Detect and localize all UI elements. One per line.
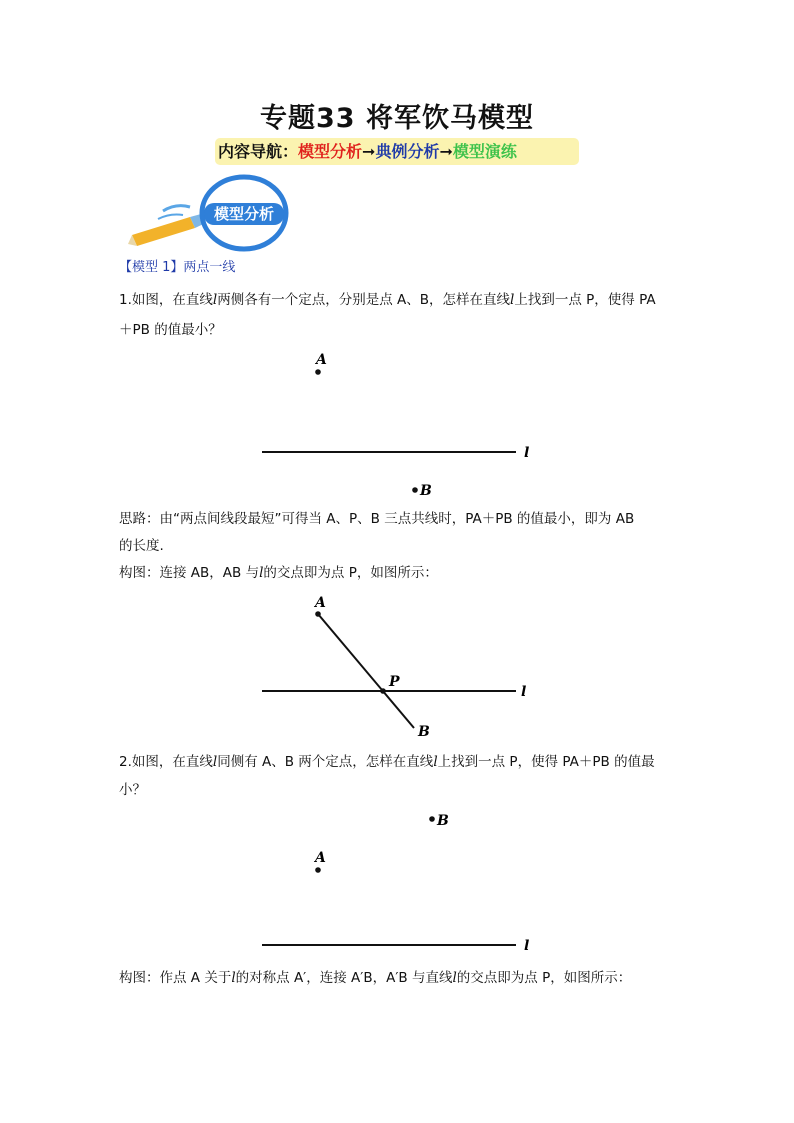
q2-var-l: l (212, 754, 218, 770)
construct-var-l: l (259, 565, 264, 581)
question2-line2: 小？ (119, 782, 146, 798)
figure-3 (0, 805, 794, 955)
construct2-text-b: 的对称点 A′，连接 A′B，A′B 与直线 (235, 970, 453, 986)
point-A (315, 369, 321, 375)
label-A: A (316, 352, 327, 368)
figure-1 (0, 340, 794, 505)
segment-AB (318, 614, 414, 728)
q1-text-b: 两侧各有一个定点，分别是点 A、B，怎样在直线 (217, 292, 511, 308)
idea-line1: 思路：由“两点间线段最短”可得当 A、P、B 三点共线时，PA＋PB 的值最小，即为 AB (119, 511, 635, 527)
content-navigation (215, 138, 579, 165)
nav-prefix: 内容导航： (218, 142, 299, 161)
nav-item-model-analysis[interactable]: 模型分析 (298, 142, 363, 161)
model-analysis-logo (128, 173, 293, 253)
question1-line2: ＋PB 的值最小？ (119, 322, 222, 338)
point-B (412, 487, 418, 493)
q2-text-b: 同侧有 A、B 两个定点，怎样在直线 (217, 754, 434, 770)
label-A: A (315, 850, 326, 866)
construct2-var-l: l (452, 970, 457, 986)
construct-text-b: 的交点即为点 P，如图所示： (263, 565, 438, 581)
label-l: l (524, 445, 530, 461)
construct2-text-a: 构图：作点 A 关于 (119, 970, 232, 986)
label-l: l (521, 684, 527, 700)
q2-text-c: 上找到一点 P，使得 PA＋PB 的值最 (437, 754, 655, 770)
q1-text-a: 1.如图，在直线 (119, 292, 213, 308)
figure-2 (0, 590, 794, 745)
q1-var-l: l (510, 292, 515, 308)
q1-var-l: l (212, 292, 218, 308)
label-B: B (420, 483, 432, 499)
q2-text-a: 2.如图，在直线 (119, 754, 213, 770)
q1-text-c: 上找到一点 P，使得 PA (514, 292, 656, 308)
construct2-text (119, 963, 631, 993)
label-A: A (315, 595, 326, 611)
label-l: l (524, 938, 530, 954)
q2-var-l: l (433, 754, 438, 770)
question2-line1 (119, 747, 655, 777)
label-B: B (418, 724, 430, 740)
nav-arrow: ➞ (362, 142, 376, 161)
nav-item-model-practice[interactable]: 模型演练 (452, 142, 517, 161)
page-title: 专题33 将军饮马模型 (260, 103, 534, 134)
point-A (315, 867, 321, 873)
question1-line1 (119, 285, 656, 315)
nav-item-example-analysis[interactable]: 典例分析 (375, 142, 440, 161)
construct2-var-l: l (231, 970, 236, 986)
point-P (380, 688, 386, 694)
construct-text-a: 构图：连接 AB，AB 与 (119, 565, 260, 581)
label-B: B (437, 813, 449, 829)
label-P: P (389, 674, 400, 690)
construct2-text-c: 的交点即为点 P，如图所示： (456, 970, 632, 986)
idea-line2: 的长度. (119, 538, 164, 554)
point-B (429, 816, 435, 822)
construct-text (119, 558, 438, 588)
logo-label: 模型分析 (213, 205, 275, 223)
nav-arrow: ➞ (439, 142, 453, 161)
section-heading: 【模型 1】两点一线 (119, 260, 236, 275)
